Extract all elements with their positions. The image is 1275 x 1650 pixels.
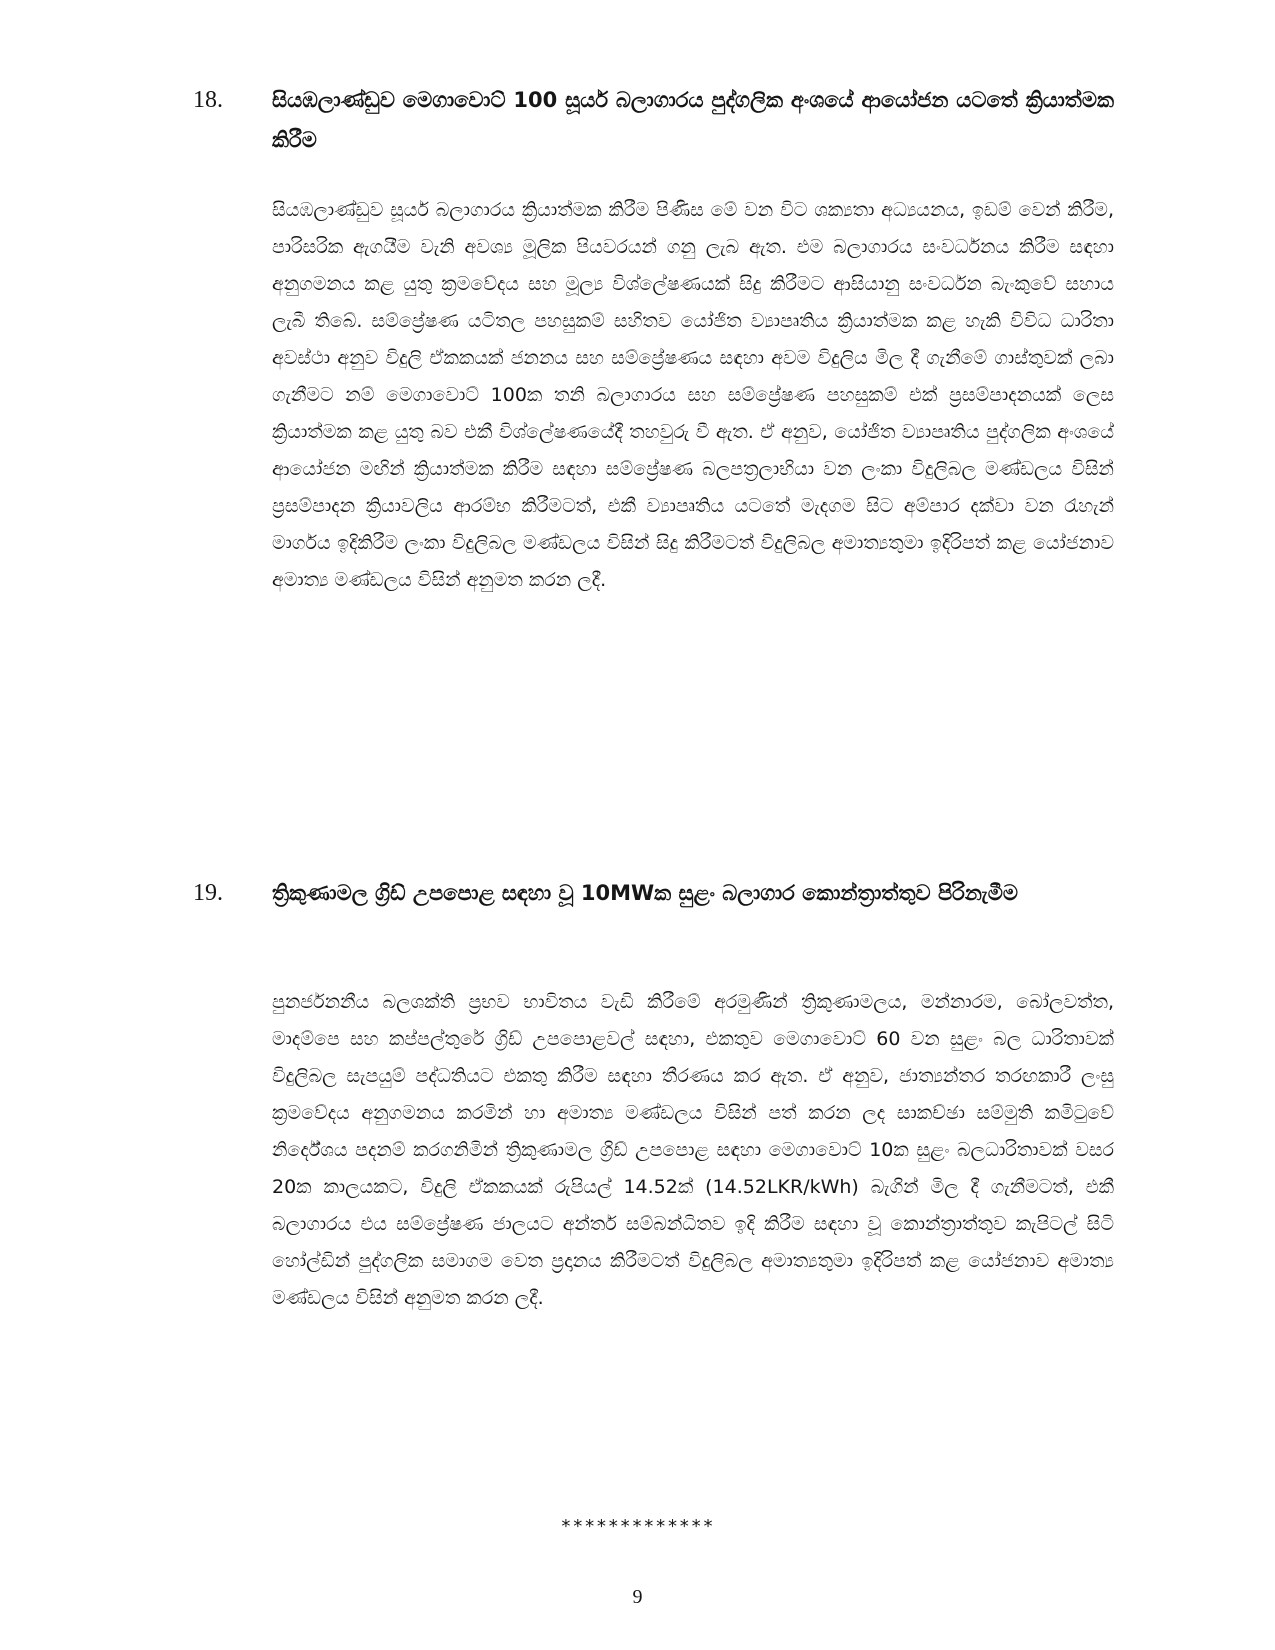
section-separator: ************* [560,1516,715,1537]
section-number: 18. [193,87,223,113]
section-title: සියඹලාණ්ඩුව මෙගාවොට් 100 සූර්ය බලාගාරය පුද්ගලික අංශයේ ආයෝජන යටතේ ක්‍රියාත්මක කිරීම [272,88,1114,152]
section-number: 19. [193,880,223,906]
section-body: පුනර්ජනනීය බලශක්ති ප්‍රභව භාවිතය වැඩි කිරීමේ අරමුණින් ත්‍රිකුණාමලය, මන්නාරම, බෝලවත්ත, මාදම්පෙ සහ කප්පල්තුරේ ග්‍රිඩ් උපපොළවල් සඳහා, එකතුව මෙගාවොට් 60 වන සුළං බල ධාරිතාවක් විදුලිබල සැපයුම් පද්ධතියට එකතු කිරීම සඳහා තීරණය කර ඇත. ඒ අනුව, ජාත්‍යන්තර තරඟකාරී ලංසු ක්‍රමවේදය අනුගමනය කරමින් හා අමාත්‍ය මණ්ඩලය විසින් පත් කරන ලද සාකච්ඡා සම්මුති කමිටුවේ නිර්දේශය පදනම් කරගනිමින් ත්‍රිකුණාමල ග්‍රිඩ් උපපොළ සඳහා මෙගාවොට් 10ක සුළං බලධාරිතාවක් වසර 20ක කාලයකට, විදුලි ඒකකයක් රුපියල් 14.52ක් (14.52LKR/kWh) බැගින් මිල දී ගැනීමටත්, එකී බලාගාරය එය සම්ප්‍රේෂණ ජාලයට අන්තර් සම්බන්ධිතව ඉදි කිරීම සඳහා වූ කොන්ත්‍රාත්තුව කැපිටල් සිටි හෝල්ඩින් පුද්ගලික සමාගම වෙත ප්‍රදානය කිරීමටත් විදුලිබල අමාත්‍යතුමා ඉදිරිපත් කළ යෝජනාව අමාත්‍ය මණ්ඩලය විසින් අනුමත කරන ලදී. [272,991,1114,1309]
section-title: ත්‍රිකුණාමල ග්‍රිඩ් උපපොළ සඳහා වූ 10MWක සුළං බලාගාර කොන්ත්‍රාත්තුව පිරිනැමීම [272,881,1018,905]
page-number: 9 [632,1586,643,1608]
section-body: සියඹලාණ්ඩුව සූර්ය බලාගාරය ක්‍රියාත්මක කිරීම පිණිස මේ වන විට ශක්‍යතා අධ්‍යයනය, ඉඩම් වෙන් කිරීම, පාරිසරික ඇගයීම වැනි අවශ්‍ය මූලික පියවරයන් ගනු ලැබ ඇත. එම බලාගාරය සංවර්ධනය කිරීම සඳහා අනුගමනය කළ යුතු ක්‍රමවේදය සහ මූල්‍ය විශ්ලේෂණයක් සිදු කිරීමට ආසියානු සංවර්ධන බැංකුවේ සහාය ලැබී තිබේ. සම්ප්‍රේෂණ යටිතල පහසුකම් සහිතව යෝජිත ව්‍යාපෘතිය ක්‍රියාත්මක කළ හැකි විවිධ ධාරිතා අවස්ථා අනුව විදුලි ඒකකයක් ජනනය සහ සම්ප්‍රේෂණය සඳහා අවම විදුලිය මිල දී ගැනීමේ ගාස්තුවක් ලබා ගැනීමට නම් මෙගාවොට් 100ක තනි බලාගාරය සහ සම්ප්‍රේෂණ පහසුකම් එක් ප්‍රසම්පාදනයක් ලෙස ක්‍රියාත්මක කළ යුතු බව එකී විශ්ලේෂණයේදී තහවුරු වී ඇත. ඒ අනුව, යෝජිත ව්‍යාපෘතිය පුද්ගලික අංශයේ ආයෝජන මඟින් ක්‍රියාත්මක කිරීම සඳහා සම්ප්‍රේෂණ බලපත්‍රලාභියා වන ලංකා විදුලිබල මණ්ඩලය විසින් ප්‍රසම්පාදන ක්‍රියාවලිය ආරම්භ කිරීමටත්, එකී ව්‍යාපෘතිය යටතේ මැදගම සිට අම්පාර දක්වා වන රැහැන් මාර්ගය ඉදිකිරීම ලංකා විදුලිබල මණ්ඩලය විසින් සිදු කිරීමටත් විදුලිබල අමාත්‍යතුමා ඉදිරිපත් කළ යෝජනාව අමාත්‍ය මණ්ඩලය විසින් අනුමත කරන ලදී. [272,199,1114,591]
